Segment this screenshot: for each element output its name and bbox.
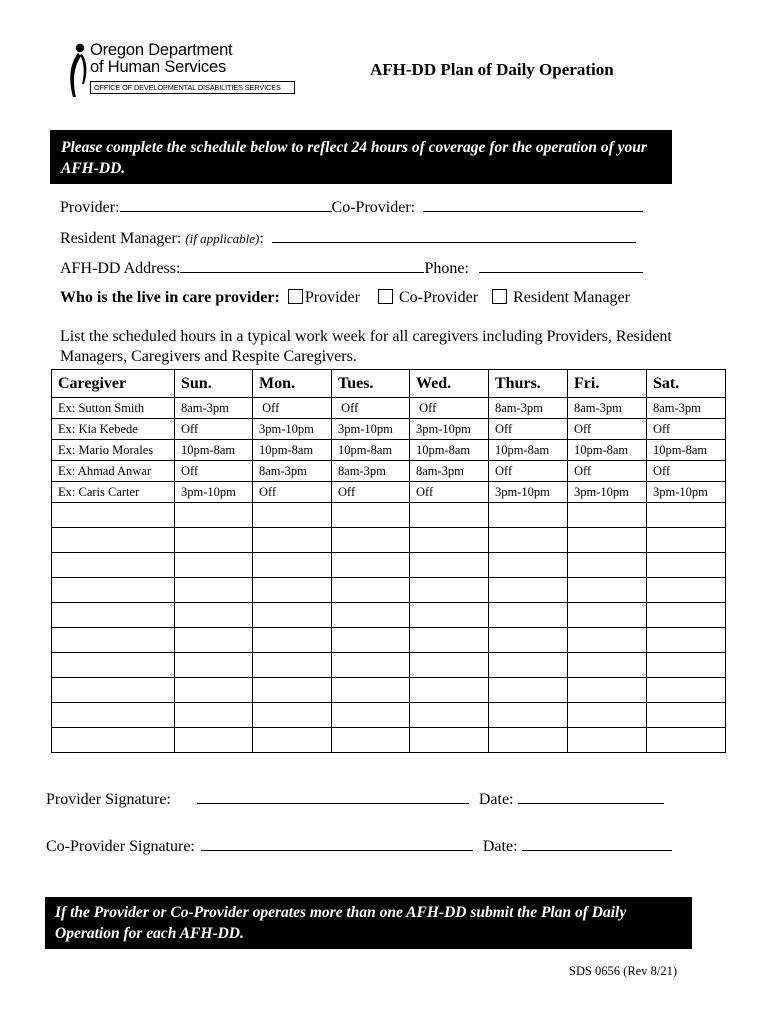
table-cell[interactable] bbox=[175, 628, 253, 653]
table-cell[interactable] bbox=[52, 703, 175, 728]
table-cell[interactable] bbox=[332, 728, 410, 753]
table-cell[interactable] bbox=[568, 678, 647, 703]
table-cell[interactable]: 8am-3pm bbox=[253, 461, 332, 482]
live-in-row bbox=[60, 289, 630, 307]
person-figure-icon bbox=[64, 42, 88, 98]
table-cell[interactable] bbox=[253, 528, 332, 553]
table-cell[interactable] bbox=[253, 703, 332, 728]
header-mon: Mon. bbox=[253, 370, 332, 398]
table-cell[interactable]: Off bbox=[175, 461, 253, 482]
page-title: AFH-DD Plan of Daily Operation bbox=[370, 60, 614, 79]
table-cell[interactable]: 10pm-8am bbox=[489, 440, 568, 461]
table-cell[interactable] bbox=[568, 628, 647, 653]
table-cell[interactable]: 10pm-8am bbox=[332, 440, 410, 461]
logo-line-2: of Human Services bbox=[90, 58, 226, 76]
provider-field[interactable] bbox=[120, 197, 332, 212]
co-provider-label: Co-Provider: bbox=[331, 199, 416, 216]
table-cell[interactable] bbox=[52, 628, 175, 653]
co-provider-option-label: Co-Provider bbox=[398, 289, 479, 306]
table-cell[interactable]: 8am-3pm bbox=[647, 398, 726, 419]
table-cell[interactable]: 8am-3pm bbox=[410, 461, 489, 482]
resident-manager-label: Resident Manager: bbox=[60, 230, 182, 247]
table-cell[interactable]: Off bbox=[410, 482, 489, 503]
intro-banner: Please complete the schedule below to reflect 24 hours of coverage for the operation of your AFH-DD. bbox=[50, 130, 672, 184]
table-cell[interactable] bbox=[253, 653, 332, 678]
co-provider-date-label: Date: bbox=[482, 838, 518, 855]
provider-checkbox[interactable] bbox=[288, 289, 303, 304]
provider-option-label: Provider bbox=[304, 289, 360, 306]
table-cell[interactable] bbox=[52, 678, 175, 703]
table-row-blank bbox=[52, 628, 726, 653]
table-cell[interactable]: Off bbox=[568, 419, 647, 440]
header-wed: Wed. bbox=[410, 370, 489, 398]
table-cell[interactable] bbox=[253, 553, 332, 578]
table-cell[interactable] bbox=[647, 603, 726, 628]
table-row-blank bbox=[52, 553, 726, 578]
table-cell[interactable]: 8am-3pm bbox=[568, 398, 647, 419]
table-header-row bbox=[52, 370, 726, 398]
table-cell[interactable] bbox=[568, 703, 647, 728]
table-cell[interactable]: Off bbox=[332, 482, 410, 503]
resident-manager-field[interactable] bbox=[272, 228, 636, 243]
resident-manager-note: (if applicable) bbox=[185, 231, 260, 246]
table-cell[interactable] bbox=[568, 553, 647, 578]
address-label: AFH-DD Address: bbox=[60, 260, 181, 277]
table-cell[interactable] bbox=[52, 728, 175, 753]
table-cell[interactable] bbox=[52, 503, 175, 528]
table-cell[interactable]: Ex: Mario Morales bbox=[52, 440, 175, 461]
table-cell[interactable] bbox=[489, 703, 568, 728]
table-cell[interactable] bbox=[410, 578, 489, 603]
table-cell[interactable] bbox=[52, 528, 175, 553]
co-provider-signature-label: Co-Provider Signature: bbox=[46, 838, 195, 855]
provider-date-field[interactable] bbox=[518, 789, 664, 804]
table-cell[interactable]: 8am-3pm bbox=[332, 461, 410, 482]
closing-banner: If the Provider or Co-Provider operates more than one AFH-DD submit the Plan of Daily Operation for each AFH-DD. bbox=[45, 897, 692, 949]
table-cell[interactable]: Off bbox=[332, 398, 410, 419]
table-cell[interactable]: 10pm-8am bbox=[253, 440, 332, 461]
table-row-blank bbox=[52, 653, 726, 678]
table-cell[interactable] bbox=[253, 578, 332, 603]
table-cell[interactable] bbox=[410, 553, 489, 578]
schedule-table bbox=[51, 369, 726, 753]
table-cell[interactable]: 8am-3pm bbox=[489, 398, 568, 419]
header-thurs: Thurs. bbox=[489, 370, 568, 398]
resident-manager-option-label: Resident Manager bbox=[513, 289, 630, 306]
table-cell[interactable] bbox=[410, 628, 489, 653]
table-cell[interactable]: Off bbox=[647, 461, 726, 482]
table-cell[interactable] bbox=[568, 728, 647, 753]
table-cell[interactable] bbox=[647, 503, 726, 528]
table-cell[interactable] bbox=[52, 653, 175, 678]
table-cell[interactable] bbox=[175, 528, 253, 553]
address-field[interactable] bbox=[180, 258, 424, 273]
header-sat: Sat. bbox=[647, 370, 726, 398]
table-cell[interactable] bbox=[332, 578, 410, 603]
table-cell[interactable] bbox=[332, 678, 410, 703]
table-cell[interactable] bbox=[332, 553, 410, 578]
table-cell[interactable] bbox=[647, 653, 726, 678]
table-cell[interactable] bbox=[568, 528, 647, 553]
table-cell[interactable] bbox=[332, 703, 410, 728]
logo-office-bar bbox=[90, 81, 295, 94]
table-cell[interactable] bbox=[253, 503, 332, 528]
table-cell[interactable] bbox=[489, 603, 568, 628]
table-cell[interactable] bbox=[332, 503, 410, 528]
table-cell[interactable]: 10pm-8am bbox=[568, 440, 647, 461]
table-cell[interactable] bbox=[489, 503, 568, 528]
table-cell[interactable]: 3pm-10pm bbox=[647, 482, 726, 503]
co-provider-field[interactable] bbox=[423, 197, 643, 212]
table-row-blank bbox=[52, 528, 726, 553]
table-cell[interactable] bbox=[332, 653, 410, 678]
table-row-blank bbox=[52, 603, 726, 628]
table-cell[interactable] bbox=[175, 678, 253, 703]
table-cell[interactable] bbox=[568, 578, 647, 603]
table-cell[interactable] bbox=[489, 628, 568, 653]
table-cell[interactable]: Off bbox=[647, 419, 726, 440]
provider-signature-row bbox=[46, 789, 664, 809]
table-cell[interactable] bbox=[410, 653, 489, 678]
resident-manager-checkbox[interactable] bbox=[492, 289, 507, 304]
table-cell[interactable] bbox=[647, 553, 726, 578]
co-provider-signature-row bbox=[46, 836, 672, 856]
co-provider-signature-field[interactable] bbox=[201, 836, 473, 851]
table-cell[interactable] bbox=[647, 678, 726, 703]
provider-label: Provider: bbox=[60, 199, 120, 216]
table-cell[interactable]: Ex: Sutton Smith bbox=[52, 398, 175, 419]
table-cell[interactable]: Off bbox=[253, 398, 332, 419]
form-code: SDS 0656 (Rev 8/21) bbox=[569, 964, 677, 978]
table-cell[interactable] bbox=[175, 578, 253, 603]
table-cell[interactable] bbox=[253, 628, 332, 653]
table-cell[interactable] bbox=[647, 528, 726, 553]
table-cell[interactable]: 10pm-8am bbox=[410, 440, 489, 461]
table-cell[interactable] bbox=[489, 578, 568, 603]
table-cell[interactable] bbox=[647, 703, 726, 728]
table-cell[interactable] bbox=[253, 678, 332, 703]
table-cell[interactable] bbox=[647, 728, 726, 753]
table-cell[interactable] bbox=[253, 603, 332, 628]
header-tues: Tues. bbox=[332, 370, 410, 398]
table-cell[interactable] bbox=[489, 653, 568, 678]
table-cell[interactable]: 3pm-10pm bbox=[568, 482, 647, 503]
table-cell[interactable] bbox=[647, 628, 726, 653]
table-cell[interactable] bbox=[332, 603, 410, 628]
table-cell[interactable] bbox=[332, 628, 410, 653]
provider-signature-field[interactable] bbox=[197, 789, 469, 804]
table-cell[interactable] bbox=[410, 603, 489, 628]
table-row-blank bbox=[52, 678, 726, 703]
table-cell[interactable] bbox=[175, 503, 253, 528]
table-cell[interactable]: 10pm-8am bbox=[175, 440, 253, 461]
provider-signature-label: Provider Signature: bbox=[46, 791, 171, 808]
logo-office-text: OFFICE OF DEVELOPMENTAL DISABILITIES SERVICES bbox=[94, 83, 281, 92]
live-in-question: Who is the live in care provider: bbox=[60, 289, 280, 306]
table-cell[interactable] bbox=[175, 603, 253, 628]
table-cell[interactable] bbox=[489, 728, 568, 753]
table-cell[interactable]: 8am-3pm bbox=[175, 398, 253, 419]
table-cell[interactable] bbox=[489, 553, 568, 578]
table-cell[interactable] bbox=[410, 528, 489, 553]
table-cell[interactable] bbox=[52, 603, 175, 628]
table-row bbox=[52, 482, 726, 503]
instructions: List the scheduled hours in a typical work week for all caregivers including Providers, Resident Managers, Caregivers and Respite Caregivers. bbox=[60, 328, 672, 365]
table-cell[interactable] bbox=[410, 728, 489, 753]
table-cell[interactable] bbox=[568, 503, 647, 528]
table-cell[interactable]: 10pm-8am bbox=[647, 440, 726, 461]
resident-manager-row bbox=[60, 228, 636, 248]
logo-line-1: Oregon Department bbox=[90, 41, 233, 59]
table-cell[interactable] bbox=[175, 728, 253, 753]
phone-field[interactable] bbox=[479, 258, 643, 273]
table-cell[interactable]: Ex: Caris Carter bbox=[52, 482, 175, 503]
header-caregiver: Caregiver bbox=[52, 370, 175, 398]
table-row-blank bbox=[52, 703, 726, 728]
table-row-blank bbox=[52, 728, 726, 753]
table-cell[interactable]: Ex: Kia Kebede bbox=[52, 419, 175, 440]
table-cell[interactable]: Off bbox=[568, 461, 647, 482]
table-cell[interactable]: Off bbox=[175, 419, 253, 440]
table-cell[interactable] bbox=[52, 553, 175, 578]
table-cell[interactable]: 3pm-10pm bbox=[253, 419, 332, 440]
table-cell[interactable]: 3pm-10pm bbox=[489, 482, 568, 503]
table-cell[interactable]: 3pm-10pm bbox=[332, 419, 410, 440]
table-cell[interactable] bbox=[175, 653, 253, 678]
table-cell[interactable] bbox=[253, 728, 332, 753]
table-cell[interactable] bbox=[489, 528, 568, 553]
table-cell[interactable]: Off bbox=[489, 419, 568, 440]
table-cell[interactable] bbox=[410, 503, 489, 528]
table-row bbox=[52, 440, 726, 461]
table-cell[interactable] bbox=[410, 703, 489, 728]
table-cell[interactable]: Off bbox=[410, 398, 489, 419]
table-cell[interactable] bbox=[52, 578, 175, 603]
table-cell[interactable]: Ex: Ahmad Anwar bbox=[52, 461, 175, 482]
table-cell[interactable]: 3pm-10pm bbox=[175, 482, 253, 503]
table-cell[interactable]: Off bbox=[489, 461, 568, 482]
table-cell[interactable] bbox=[568, 653, 647, 678]
provider-row bbox=[60, 197, 643, 217]
address-row bbox=[60, 258, 643, 278]
table-row-blank bbox=[52, 503, 726, 528]
table-row bbox=[52, 419, 726, 440]
table-cell[interactable] bbox=[175, 553, 253, 578]
resident-manager-colon: : bbox=[259, 230, 264, 247]
header-fri: Fri. bbox=[568, 370, 647, 398]
table-cell[interactable] bbox=[175, 703, 253, 728]
table-cell[interactable] bbox=[332, 528, 410, 553]
table-row bbox=[52, 461, 726, 482]
table-cell[interactable]: 3pm-10pm bbox=[410, 419, 489, 440]
table-cell[interactable]: Off bbox=[253, 482, 332, 503]
header-sun: Sun. bbox=[175, 370, 253, 398]
table-cell[interactable] bbox=[647, 578, 726, 603]
odhs-logo bbox=[64, 40, 296, 102]
phone-label: Phone: bbox=[424, 260, 469, 277]
table-row-blank bbox=[52, 578, 726, 603]
provider-date-label: Date: bbox=[478, 791, 514, 808]
table-row bbox=[52, 398, 726, 419]
co-provider-checkbox[interactable] bbox=[378, 289, 393, 304]
table-cell[interactable] bbox=[489, 678, 568, 703]
table-cell[interactable] bbox=[410, 678, 489, 703]
table-cell[interactable] bbox=[568, 603, 647, 628]
co-provider-date-field[interactable] bbox=[522, 836, 672, 851]
